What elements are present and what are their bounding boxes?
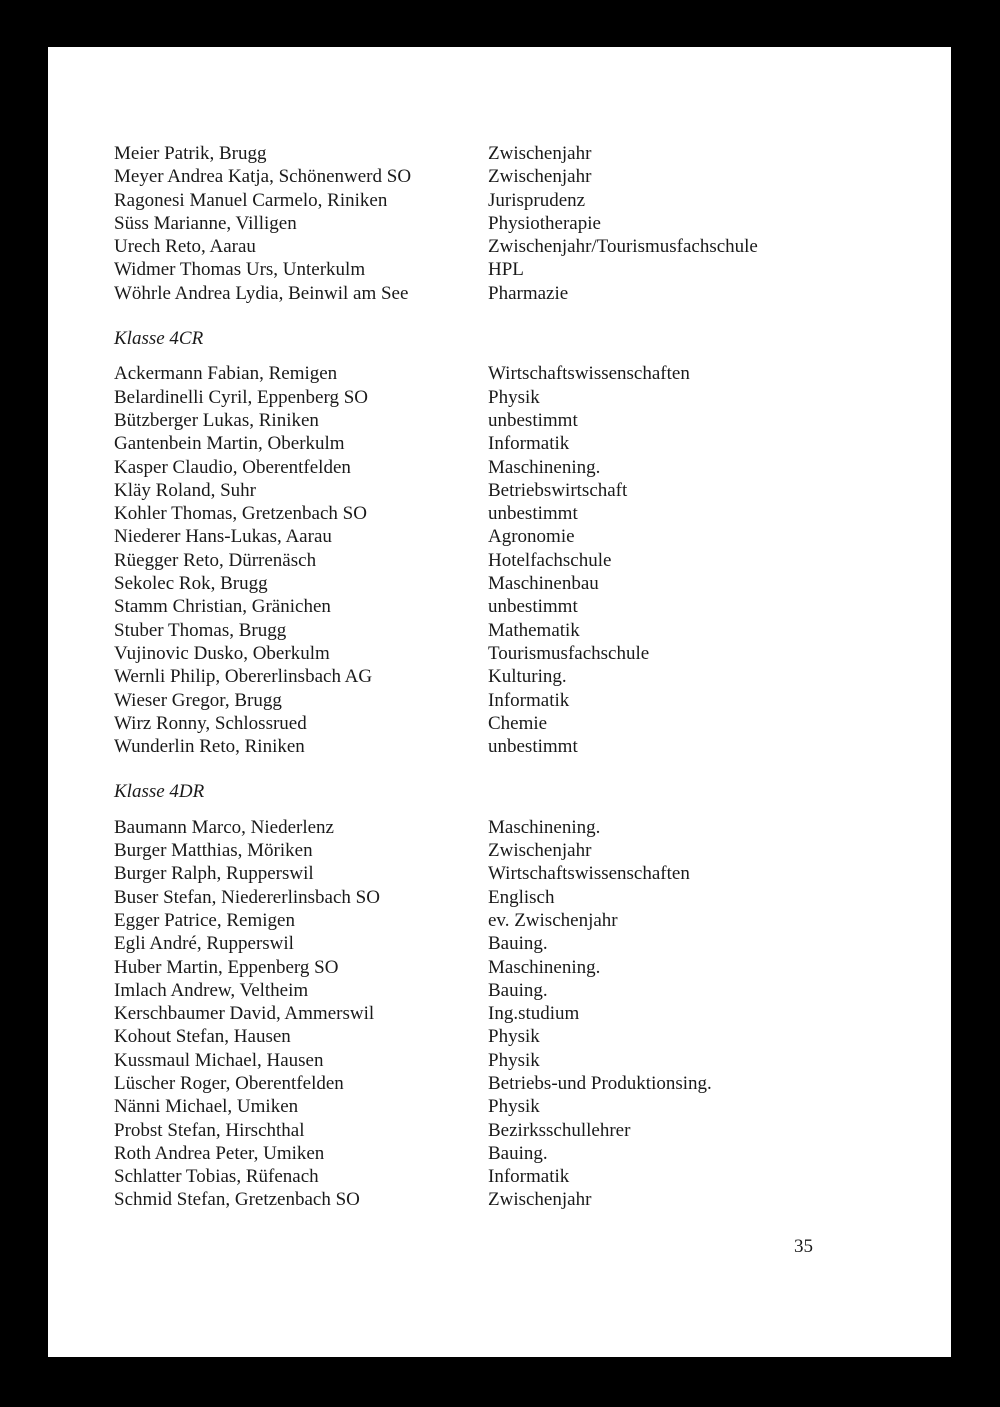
- student-destination: Hotelfachschule: [488, 549, 612, 571]
- student-row: [114, 1142, 904, 1165]
- student-destination: Physik: [488, 386, 540, 408]
- student-row: [114, 549, 904, 572]
- student-name: Sekolec Rok, Brugg: [114, 573, 268, 595]
- student-row: [114, 979, 904, 1002]
- student-name: Urech Reto, Aarau: [114, 236, 256, 258]
- student-row: [114, 386, 904, 409]
- student-destination: Physik: [488, 1049, 540, 1071]
- student-destination: Pharmazie: [488, 282, 569, 304]
- student-destination: Chemie: [488, 712, 548, 734]
- student-name: Imlach Andrew, Veltheim: [114, 979, 309, 1001]
- student-name: Kussmaul Michael, Hausen: [114, 1049, 324, 1071]
- student-destination: Informatik: [488, 1166, 570, 1188]
- student-row: [114, 1119, 904, 1142]
- student-name: Burger Matthias, Möriken: [114, 840, 313, 862]
- student-destination: Maschinening.: [488, 816, 601, 838]
- student-name: Burger Ralph, Rupperswil: [114, 863, 314, 885]
- student-destination: Physik: [488, 1096, 540, 1118]
- student-destination: Bauing.: [488, 1142, 548, 1164]
- student-row: [114, 258, 904, 281]
- student-name: Belardinelli Cyril, Eppenberg SO: [114, 386, 368, 408]
- student-destination: Betriebswirtschaft: [488, 479, 628, 501]
- student-name: Meyer Andrea Katja, Schönenwerd SO: [114, 166, 412, 188]
- student-destination: Maschinening.: [488, 956, 601, 978]
- student-row: [114, 525, 904, 548]
- student-row: [114, 689, 904, 712]
- student-row: [114, 712, 904, 735]
- student-row: [114, 456, 904, 479]
- class-heading: Klasse 4CR: [114, 328, 204, 350]
- student-destination: Tourismusfachschule: [488, 642, 650, 664]
- student-row: [114, 502, 904, 525]
- student-name: Buser Stefan, Niedererlinsbach SO: [114, 886, 380, 908]
- student-destination: Zwischenjahr: [488, 1189, 592, 1211]
- student-row: [114, 409, 904, 432]
- student-name: Ackermann Fabian, Remigen: [114, 363, 338, 385]
- student-destination-list: [114, 142, 904, 1212]
- student-name: Wunderlin Reto, Riniken: [114, 736, 305, 758]
- student-destination: Physiotherapie: [488, 212, 601, 234]
- student-name: Wirz Ronny, Schlossrued: [114, 712, 307, 734]
- section-klasse-4cr: [114, 327, 904, 758]
- student-name: Bützberger Lukas, Riniken: [114, 409, 319, 431]
- student-row: [114, 282, 904, 305]
- student-name: Niederer Hans-Lukas, Aarau: [114, 526, 332, 548]
- student-destination: Wirtschaftswissenschaften: [488, 863, 690, 885]
- student-destination: Ing.studium: [488, 1003, 580, 1025]
- student-destination: Kulturing.: [488, 666, 567, 688]
- section-klasse-4dr: [114, 780, 904, 1211]
- student-name: Schmid Stefan, Gretzenbach SO: [114, 1189, 360, 1211]
- student-name: Schlatter Tobias, Rüfenach: [114, 1166, 319, 1188]
- student-name: Egli André, Rupperswil: [114, 933, 294, 955]
- student-name: Lüscher Roger, Oberentfelden: [114, 1072, 344, 1094]
- student-name: Kohout Stefan, Hausen: [114, 1026, 291, 1048]
- student-row: [114, 189, 904, 212]
- student-name: Huber Martin, Eppenberg SO: [114, 956, 339, 978]
- student-name: Kohler Thomas, Gretzenbach SO: [114, 503, 367, 525]
- student-destination: Zwischenjahr: [488, 840, 592, 862]
- student-row: [114, 212, 904, 235]
- student-row: [114, 572, 904, 595]
- student-destination: HPL: [488, 259, 524, 281]
- student-row: [114, 665, 904, 688]
- class-heading: Klasse 4DR: [114, 781, 205, 803]
- student-name: Nänni Michael, Umiken: [114, 1096, 299, 1118]
- student-name: Kerschbaumer David, Ammerswil: [114, 1003, 375, 1025]
- student-row: [114, 1025, 904, 1048]
- student-name: Widmer Thomas Urs, Unterkulm: [114, 259, 366, 281]
- student-row: [114, 142, 904, 165]
- student-destination: Zwischenjahr: [488, 166, 592, 188]
- student-row: [114, 595, 904, 618]
- student-destination: unbestimmt: [488, 736, 578, 758]
- student-row: [114, 735, 904, 758]
- student-destination: Maschinening.: [488, 456, 601, 478]
- student-row: [114, 839, 904, 862]
- student-name: Kläy Roland, Suhr: [114, 479, 256, 501]
- student-destination: Zwischenjahr/Tourismusfachschule: [488, 236, 758, 258]
- page-number: 35: [794, 1236, 813, 1257]
- student-row: [114, 862, 904, 885]
- student-name: Ragonesi Manuel Carmelo, Riniken: [114, 189, 388, 211]
- student-name: Wieser Gregor, Brugg: [114, 689, 282, 711]
- student-name: Egger Patrice, Remigen: [114, 909, 295, 931]
- student-row: [114, 1049, 904, 1072]
- student-row: [114, 1188, 904, 1211]
- student-row: [114, 235, 904, 258]
- student-row: [114, 932, 904, 955]
- student-destination: Jurisprudenz: [488, 189, 586, 211]
- student-destination: Mathematik: [488, 619, 580, 641]
- student-name: Stamm Christian, Gränichen: [114, 596, 331, 618]
- student-name: Vujinovic Dusko, Oberkulm: [114, 642, 330, 664]
- student-row: [114, 362, 904, 385]
- document-page: [48, 47, 951, 1357]
- student-name: Roth Andrea Peter, Umiken: [114, 1142, 325, 1164]
- student-row: [114, 432, 904, 455]
- student-row: [114, 619, 904, 642]
- student-row: [114, 642, 904, 665]
- student-destination: Agronomie: [488, 526, 575, 548]
- student-name: Wernli Philip, Obererlinsbach AG: [114, 666, 373, 688]
- student-row: [114, 1165, 904, 1188]
- student-row: [114, 1072, 904, 1095]
- student-name: Baumann Marco, Niederlenz: [114, 816, 334, 838]
- student-row: [114, 956, 904, 979]
- student-row: [114, 886, 904, 909]
- student-destination: Informatik: [488, 689, 570, 711]
- student-row: [114, 1002, 904, 1025]
- student-row: [114, 479, 904, 502]
- student-destination: Physik: [488, 1026, 540, 1048]
- student-row: [114, 165, 904, 188]
- student-destination: unbestimmt: [488, 409, 578, 431]
- student-name: Probst Stefan, Hirschthal: [114, 1119, 305, 1141]
- student-name: Rüegger Reto, Dürrenäsch: [114, 549, 317, 571]
- student-name: Süss Marianne, Villigen: [114, 212, 297, 234]
- student-row: [114, 909, 904, 932]
- student-name: Stuber Thomas, Brugg: [114, 619, 287, 641]
- student-destination: Informatik: [488, 433, 570, 455]
- student-destination: Bauing.: [488, 933, 548, 955]
- student-destination: Zwischenjahr: [488, 143, 592, 164]
- section-continuation: [114, 142, 904, 305]
- student-destination: Maschinenbau: [488, 573, 599, 595]
- student-name: Gantenbein Martin, Oberkulm: [114, 433, 345, 455]
- student-destination: unbestimmt: [488, 503, 578, 525]
- student-destination: Bezirksschullehrer: [488, 1119, 631, 1141]
- student-destination: Englisch: [488, 886, 555, 908]
- student-destination: ev. Zwischenjahr: [488, 909, 618, 931]
- student-destination: unbestimmt: [488, 596, 578, 618]
- student-destination: Betriebs-und Produktionsing.: [488, 1072, 712, 1094]
- student-row: [114, 1095, 904, 1118]
- student-name: Meier Patrik, Brugg: [114, 143, 267, 164]
- student-row: [114, 816, 904, 839]
- student-destination: Bauing.: [488, 979, 548, 1001]
- student-destination: Wirtschaftswissenschaften: [488, 363, 690, 385]
- student-name: Wöhrle Andrea Lydia, Beinwil am See: [114, 282, 409, 304]
- student-name: Kasper Claudio, Oberentfelden: [114, 456, 351, 478]
